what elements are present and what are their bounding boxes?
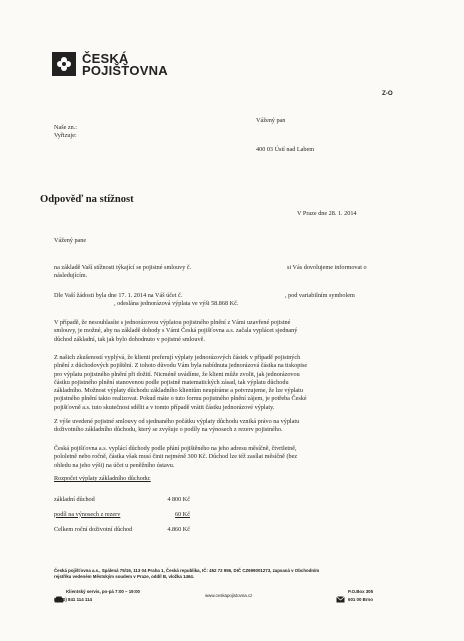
row-value: 4.860 Kč (167, 525, 190, 533)
paragraph-1-part-a: na základě Vaší stížnosti týkající se pojistné smlouvy č. (54, 264, 192, 271)
company-logo-text (82, 53, 168, 77)
recipient-salutation: Vážený pan (256, 117, 286, 124)
paragraph-4-line: částku pojistného plnění stanovenou podle pojistně matematických zásad, tak výplatu důchodu (54, 378, 289, 386)
paragraph-4-line: Z našich zkušeností vyplývá, že klienti preferují výplaty jednorázových částek v případě pojistných (54, 354, 301, 361)
paragraph-5-line: Z výše uvedené pojistné smlouvy od sjednaného počátku výplaty důchodu vzniká právo na výplatu (54, 418, 300, 425)
pobox-line-2: 601 00 Brno (348, 597, 373, 602)
paragraph-6 (54, 445, 297, 470)
handled-by-label: Vyřizuje: (54, 132, 77, 139)
pobox-line-1: P.O.Box 305 (348, 589, 374, 594)
paragraph-4-line: plnění z důchodových pojištění. Z tohoto důvodu Vám byla nabídnuta jednorázová částka na tiskopise (54, 362, 308, 370)
paragraph-6-line: pololetně nebo ročně, částka však musí činit nejméně 300 Kč. Důchod lze též zasílat měsíčně (bez (54, 453, 298, 461)
paragraph-3 (54, 319, 297, 344)
pension-table-title: Rozpočet výplaty základního důchodu: (54, 475, 151, 482)
paragraph-4 (54, 354, 307, 412)
paragraph-3-line: smlouvy, je možné, aby na základě dohody s Vámi Česká pojišťovna a.s. začala vyplácet sjednaný (54, 327, 298, 335)
paragraph-6-line: ohledu na jeho výši) na účet u peněžního ústavu. (54, 461, 175, 469)
paragraph-4-line: základního. Možnost výplaty důchodu základního klientům neupíráme a potvrzujeme, že lze výplatu (54, 387, 303, 395)
paragraph-3-line: V případě, že nesouhlasíte s jednorázovou výplatou pojistného plnění z Vámi uzavřené pojistné (54, 319, 291, 326)
paragraph-3-line: důchod základní, tak jak bylo dohodnuto v pojistné smlouvě. (54, 335, 205, 343)
row-label: podíl na výnosech z rezerv (54, 510, 121, 518)
paragraph-4-line: pojistného plnění takto realizovat. Pokud máte o tuto formu pojistného plnění zájem, je potřeba České (54, 395, 307, 403)
document-code: Z-O (382, 90, 393, 97)
logo-line-1: ČESKÁ (82, 51, 129, 66)
table-row (54, 507, 190, 522)
paragraph-1-part-c: následujícím. (54, 272, 88, 279)
letter-title: Odpověď na stížnost (40, 194, 134, 205)
paragraph-4-line: pro výplatu pojistného plnění při dožití. Nicméně uvádíme, že klient může zvolit, jak jednorázovou (54, 370, 300, 378)
ceska-pojistovna-logo-icon (52, 52, 76, 76)
row-label: Celkem roční doživotní důchod (54, 525, 133, 533)
letter-date: V Praze dne 28. 1. 2014 (297, 210, 357, 217)
footer-legal (54, 568, 404, 580)
table-row (54, 492, 190, 507)
website-link[interactable]: www.ceskapojistovna.cz (205, 593, 253, 598)
client-service-phone: (+420) 841 114 114 (54, 597, 92, 602)
logo-line-2: POJIŠŤOVNA (82, 63, 168, 78)
recipient-city: 400 03 Ústí nad Labem (256, 146, 315, 153)
paragraph-2-part-c: , odeslána jednorázová výplata ve výši 58.868 Kč. (114, 300, 239, 307)
footer-legal-line: rejstříku vedeném Městským soudem v Praze, oddíl B, vložka 1464. (54, 574, 195, 579)
pension-table (54, 492, 190, 537)
paragraph-4-line: pojišťovně a.s. tuto skutečnost sdělit a v tomto případě vrátit částku jednorázové výplaty. (54, 403, 275, 411)
footer-legal-line: Česká pojišťovna a.s., Spálená 75/16, 113 04 Praha 1, Česká republika, IČ: 452 72 956, DIČ CZ699001273, zapsaná v Obchodním (54, 568, 320, 573)
paragraph-1-part-b: si Vás dovolujeme informovat o (287, 264, 367, 271)
table-row (54, 522, 190, 537)
row-value: 4 800 Kč (167, 495, 190, 503)
mailbox-icon (336, 590, 345, 608)
paragraph-2-part-a: Dle Vaší žádosti byla dne 17. 1. 2014 na Váš účet č. (54, 292, 183, 299)
salutation: Vážený pane (54, 237, 87, 244)
paragraph-6-line: Česká pojišťovna a.s. vyplácí důchody podle přání pojištěného na jeho adresu měsíčně, čtvrtletně, (54, 445, 297, 452)
our-ref-label: Naše zn.: (54, 124, 78, 131)
paragraph-2-part-b: , pod variabilním symbolem (285, 292, 355, 299)
paragraph-5 (54, 418, 299, 435)
client-service-hours: Klientský servis, po-pá 7:00 – 19:00 (66, 589, 140, 594)
row-value: 60 Kč (175, 510, 190, 518)
paragraph-5-line: doživotního základního důchodu, který se zvyšuje o podíly na výnosech z rezerv pojistného. (54, 426, 283, 434)
row-label: základní důchod (54, 495, 95, 503)
